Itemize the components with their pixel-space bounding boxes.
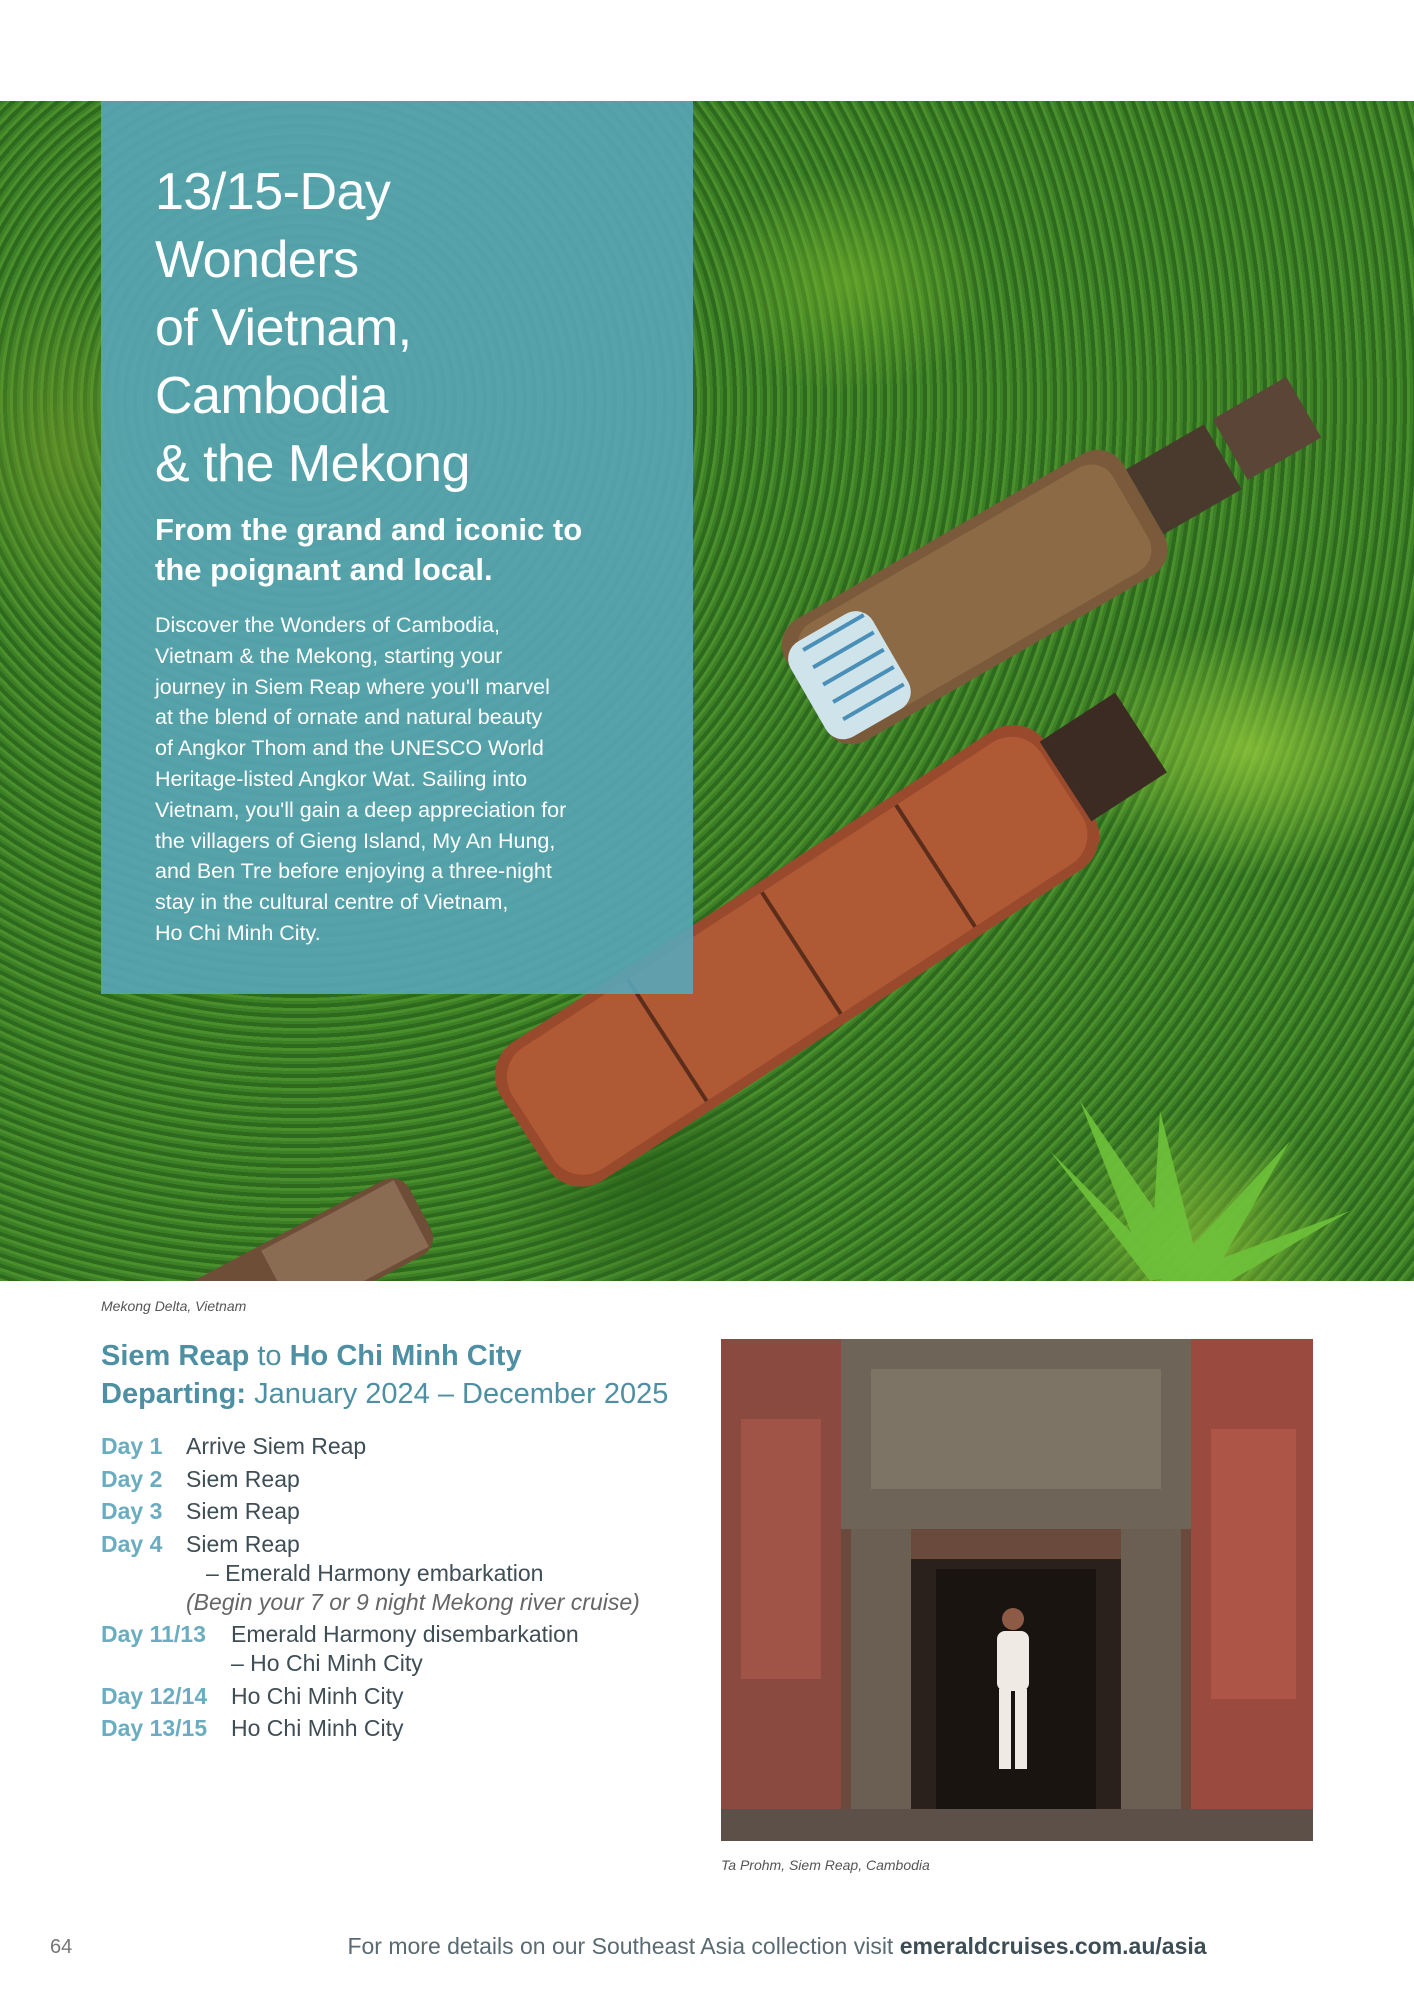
intro-line: Vietnam, you'll gain a deep appreciation for: [155, 797, 567, 822]
title-line: Cambodia: [155, 367, 389, 425]
day-desc: Siem Reap: [186, 1530, 300, 1557]
day-desc: Emerald Harmony disembarkation: [231, 1621, 579, 1647]
itinerary-row: [101, 1432, 721, 1461]
itinerary-row: [101, 1620, 721, 1678]
day-desc: Ho Chi Minh City: [231, 1715, 404, 1741]
itinerary-row: [101, 1714, 721, 1743]
day-label: Day 2: [101, 1465, 163, 1492]
intro-line: of Angkor Thom and the UNESCO World: [155, 736, 544, 761]
day-label: Day 11/13: [101, 1621, 206, 1647]
day-label: Day 3: [101, 1498, 163, 1524]
intro-line: Heritage-listed Angkor Wat. Sailing into: [155, 766, 528, 791]
title-line: Wonders: [155, 231, 359, 289]
day-label: Day 12/14: [101, 1682, 208, 1709]
intro-line: at the blend of ornate and natural beauty: [155, 705, 543, 730]
day-desc: Ho Chi Minh City: [231, 1682, 404, 1709]
intro-line: Vietnam & the Mekong, starting your: [155, 643, 503, 668]
footer-link[interactable]: emeraldcruises.com.au/asia: [899, 1933, 1207, 1959]
departing-label: Departing:: [101, 1378, 246, 1410]
title-line: & the Mekong: [155, 435, 470, 493]
itinerary-row: [101, 1465, 721, 1494]
day-desc: – Ho Chi Minh City: [231, 1650, 423, 1676]
intro-line: and Ben Tre before enjoying a three-night: [155, 859, 552, 884]
day-desc: – Emerald Harmony embarkation: [206, 1559, 544, 1586]
itinerary-row: [101, 1682, 721, 1711]
day-label: Day 13/15: [101, 1715, 208, 1741]
day-desc: Siem Reap: [186, 1498, 300, 1524]
footer: [0, 1933, 1414, 1960]
day-desc: Siem Reap: [186, 1465, 300, 1492]
route-from: Siem Reap: [101, 1340, 250, 1372]
day-label: Day 4: [101, 1530, 163, 1557]
subtitle-line: the poignant and local.: [155, 552, 493, 587]
title-line: 13/15-Day: [155, 163, 391, 221]
departing-line: [101, 1375, 721, 1413]
day-note: (Begin your 7 or 9 night Mekong river cruise): [186, 1588, 640, 1615]
intro-line: Ho Chi Minh City.: [155, 920, 321, 945]
temple-photo: [721, 1339, 1313, 1841]
page-title: [155, 158, 675, 498]
hero-caption: Mekong Delta, Vietnam: [101, 1298, 247, 1314]
subtitle-line: From the grand and iconic to: [155, 512, 583, 547]
departing-value: January 2024 – December 2025: [254, 1378, 669, 1410]
route-to: Ho Chi Minh City: [289, 1340, 522, 1372]
day-label: Day 1: [101, 1433, 163, 1459]
itinerary: [101, 1432, 721, 1747]
title-line: of Vietnam,: [155, 299, 412, 357]
itinerary-row: [101, 1497, 721, 1526]
intro-line: journey in Siem Reap where you'll marvel: [155, 674, 550, 699]
itinerary-row: [101, 1530, 721, 1617]
day-desc: Arrive Siem Reap: [186, 1433, 367, 1459]
intro-line: the villagers of Gieng Island, My An Hung,: [155, 828, 556, 853]
route-line: [101, 1337, 721, 1375]
temple-illustration: [721, 1339, 1313, 1841]
route-info: [101, 1337, 721, 1413]
photo-caption: Ta Prohm, Siem Reap, Cambodia: [721, 1857, 930, 1873]
footer-text: For more details on our Southeast Asia collection visit: [347, 1933, 894, 1959]
intro-text: [155, 610, 650, 949]
page-number: 64: [50, 1936, 73, 1958]
route-to-word: to: [257, 1340, 282, 1372]
intro-line: Discover the Wonders of Cambodia,: [155, 613, 500, 637]
intro-line: stay in the cultural centre of Vietnam,: [155, 890, 509, 915]
subtitle: [155, 510, 675, 590]
